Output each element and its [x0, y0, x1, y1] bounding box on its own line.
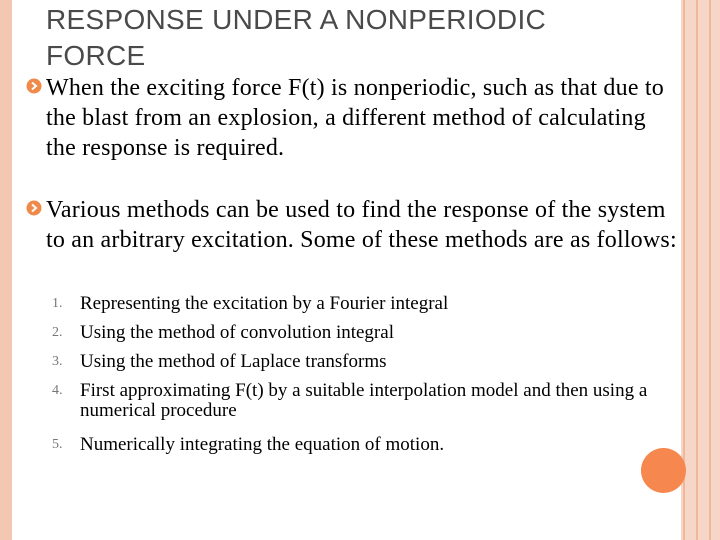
circled-chevron-icon [26, 78, 42, 94]
right-frame-band [681, 0, 720, 540]
method-item [52, 381, 662, 421]
left-frame-strip [0, 0, 12, 540]
bullet-item [26, 195, 681, 255]
right-frame-rule-2 [696, 0, 698, 540]
method-item [52, 294, 662, 314]
bullet-item [26, 73, 681, 163]
method-text: Representing the excitation by a Fourier integral [80, 293, 449, 314]
slide-title: RESPONSE UNDER A NONPERIODIC FORCE [46, 4, 547, 71]
method-number: 3. [52, 354, 63, 369]
circled-chevron-icon [26, 200, 42, 216]
method-text: Using the method of convolution integral [80, 322, 394, 343]
method-text: First approximating F(t) by a suitable interpolation model and then using a numerical procedure [80, 380, 648, 421]
method-number: 2. [52, 325, 63, 340]
decorative-orange-circle [641, 448, 686, 493]
method-text: Using the method of Laplace transforms [80, 351, 387, 372]
method-number: 4. [52, 383, 63, 398]
method-text: Numerically integrating the equation of motion. [80, 434, 445, 455]
method-item [52, 352, 662, 372]
method-item [52, 435, 662, 455]
right-frame-rule-3 [709, 0, 711, 540]
method-number: 5. [52, 437, 63, 452]
method-number: 1. [52, 296, 63, 311]
bullet-text: When the exciting force F(t) is nonperiodic, such as that due to the blast from an explosion, a different method of calculating the response is required. [46, 75, 664, 161]
method-item [52, 323, 662, 343]
bullet-text: Various methods can be used to find the response of the system to an arbitrary excitation. Some of these methods are as follows: [46, 197, 677, 253]
